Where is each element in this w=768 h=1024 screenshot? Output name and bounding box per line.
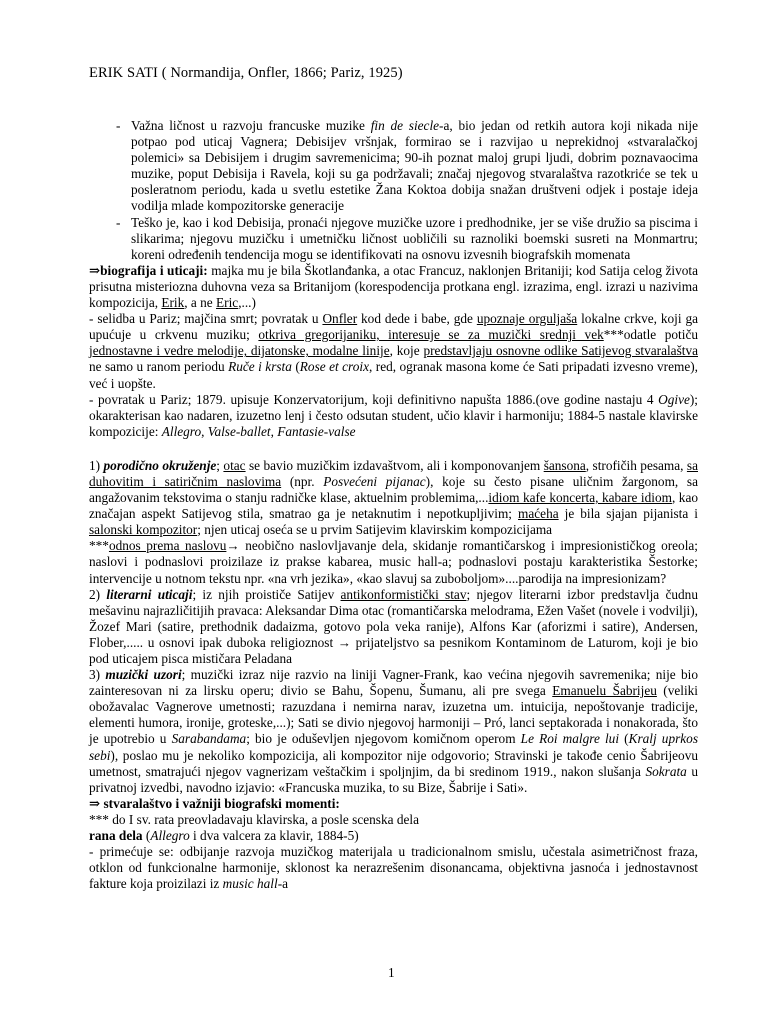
bullet-item: - Teško je, kao i kod Debisija, pronaći njegove muzičke uzore i predhodnike, jer se više družio sa piscima i slikarima; njegovu muzičku i umetničku ličnost uobličili su raznoliki boemski susreti na Monmartru; koreni određenih tendencija mogu se identifikovati na osnovu izvesnih biografskih momenata: [116, 214, 698, 262]
arrow-icon: ⇒: [89, 262, 101, 278]
piano-note: *** do I sv. rata preovladavaju klavirska, a posle scenska dela: [89, 811, 419, 827]
right-arrow-icon: →: [226, 538, 240, 554]
relocation-paragraph: - selidba u Pariz; majčina smrt; povratak u Onfler kod dede i babe, gde upoznaje orgulјaša lokalne crkve, koji ga upućuje u crkvenu muziku; otkriva gregorijaniku, interesuje se za muzički srednji vek***odatle potiču jednostavne i vedre melodije, dijatonske, modalne linije, koje predstavljaju osnovne odlike Satijevog stvaralaštva ne samo u ranom periodu Ruče i krsta (Rose et croix, red, ogranak masona kome će Sati pripadati izvesno vreme), već i uopšte.: [89, 311, 699, 391]
document-body: [89, 118, 698, 892]
early-works: rana dela (Allegro i dva valcera za klavir, 1884-5): [89, 828, 359, 844]
models-paragraph: 3) muzički uzori; muzički izraz nije razvio na liniji Vagner-Frank, kao većina njegovih savremenika; nije bio zainteresovan ni za lirsku operu; divio se Bahu, Šopenu, Šumanu, ali pre svega Emanuelu Šabrijeu (veliki obožavalac Vagnerove umetnosti; razuzdana i nemirna narav, izuzetna um. intuicija, nepoštovanje tradicije, elementi humora, ironije, groteske,...); Sati se divio njegovoj harmoniji – Pró, lanci septakorada i nonakorada, što je upotrebio u Sarabandama; bio je oduševljen njegovom komičnom operom Le Roi malgre lui (Kralj uprkos sebi), poslao mu je nekoliko kompozicija, ali kompozitor nije odgovorio; Stravinski je takođe cenio Šabrijeovu umetnost, smatrajući njegov vagnerizam veštačkim i spoljnjim, da bi sredinom 1919., nakon slušanja Sokrata u privatnoj izvedbi, navodno izjavio: «Francuska muzika, to su Bize, Šabrije i Sati».: [89, 667, 699, 795]
return-paragraph: - povratak u Pariz; 1879. upisuje Konzervatorijum, koji definitivno napušta 1886.(ove godine nastaju 4 Ogive); okarakterisan kao nadaren, izuzetno lenj i često odsutan student, učio klavir i harmoniju; 1884-5 nastale klavirske kompozicije: Allegro, Valse-ballet, Fantasie-valse: [89, 391, 698, 439]
observations-paragraph: - primećuje se: odbijanje razvoja muzičkog materijala u tradicionalnom smislu, učestala asimetričnost fraza, otklon od funkcionalne harmonije, sklonost ka nerazrešenim disonancama, objektivna jasnoća i jednostavnost fakture koja proizilazi iz music hall-a: [89, 844, 698, 892]
bullet-dash: -: [116, 214, 121, 230]
page-number: 1: [388, 965, 395, 980]
right-arrow-icon: →: [337, 634, 352, 650]
bullet-dash: -: [116, 118, 121, 133]
titles-paragraph: ***odnos prema naslovu→ neobično naslovljavanje dela, skidanje romantičarskog i impresionističkog oreola; naslovi i podnaslovi proizilaze iz prakse kabarea, music hall-a; podnaslovi postaju karakteristika Šestorke; intervencije u notnom tekstu npr. «na vrh jezika», «kao slavuj sa zuboboljom»....parodija na impresionizam?: [89, 538, 698, 586]
literary-paragraph: 2) literarni uticaji; iz njih proističe Satijev antikonformistički stav; njegov literarni izbor predstavlja čudnu mešavinu najrazličitijih pravaca: Aleksandar Dima otac (romantičarska melodrama, Ežen Vašet (novele i vodvilji), Žozef Mari (satire, prethodnik dadaizma, gotovo pola veka ranije), Alfons Kar (aforizmi i satire), Andersen, Flober,..... u osnovi ipak duboka religioznost → prijateljstvo sa pesnikom Kontaminom de Laturom, koji je bio pod uticajem pisca mističara Peladana: [89, 586, 698, 666]
bullet-item: - Važna ličnost u razvoju francuske muzike fin de siecle-a, bio jedan od retkih autora koji nikada nije potpao pod uticaj Vagnera; Debisijev vršnjak, formirao se i razvijao u neprekidnoj «stvaralačkoj polemici» sa Debisijem i drugim savremenicima; 90-ih poznat maloj grupi ljudi, dobrim poznavaocima muzike, poput Debisija i Ravela, koji su ga podržavali; značaj njegovog stvaralaštva razotkriće se tek u posleratnom periodu, kada u svetlu estetike Žana Koktoa dobija snažan društveni odjek i postaje ideja vodilja mlade kompozitorske generacije: [116, 118, 698, 214]
biography-paragraph: ⇒biografija i uticaji: majka mu je bila Škotlanđanka, a otac Francuz, naklonjen Britaniji; kod Satija celog života prisutna misteriozna duhovna veza sa Britanijom (korespodencija protkana engl. izrazima, engl. izrazi u nazivima kompozicija, Erik, a ne Eric,...): [89, 262, 698, 311]
creative-heading: ⇒ stvaralaštvo i važniji biografski momenti:: [89, 795, 340, 811]
arrow-icon: ⇒: [89, 795, 101, 811]
document-title: ERIK SATI ( Normandija, Onfler, 1866; Pariz, 1925): [89, 65, 403, 81]
family-paragraph: 1) porodično okruženje; otac se bavio muzičkim izdavaštvom, ali i komponovanjem šansona, strofičih pesama, sa duhovitim i satiričnim naslovima (npr. Posvećeni pijanac), koje su često pisane uličnim žargonom, sa angažovanim tekstovima o stanju radničke klase, aktuelnim problemima,...idiom kafe koncerta, kabare idiom, kao značajan aspekt Satijevog stila, smatrao ga je netaknutim i nepotkupljivim; maćeha je bila sjajan pijanista i salonski kompozitor; njen uticaj oseća se u prvim Satijevim klavirskim kompozicijama: [89, 457, 698, 538]
